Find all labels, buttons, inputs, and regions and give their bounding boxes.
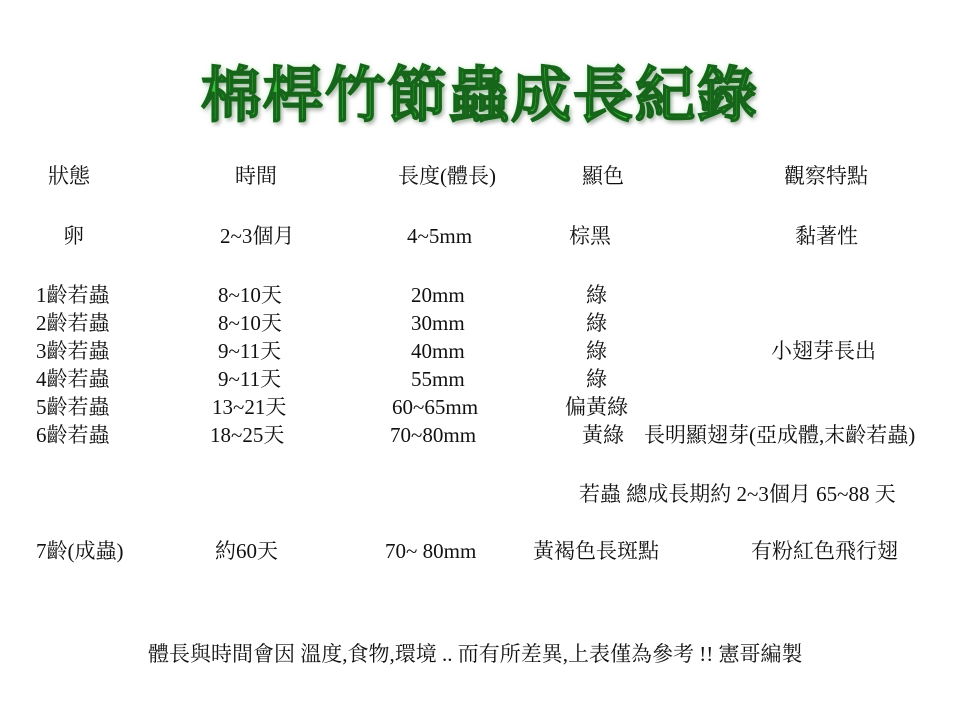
nymph-4-length: 55mm — [411, 367, 465, 391]
nymph-1-time: 8~10天 — [218, 283, 282, 307]
wing-bud-note: 小翅芽長出 — [771, 339, 876, 363]
nymph-3-state: 3齡若蟲 — [36, 339, 110, 363]
adult-state: 7齡(成蟲) — [36, 539, 124, 563]
nymph-5-time: 13~21天 — [212, 395, 287, 419]
header-color: 顯色 — [582, 164, 624, 188]
nymph-4-time: 9~11天 — [218, 367, 282, 391]
header-length: 長度(體長) — [398, 164, 496, 188]
nymph-2-time: 8~10天 — [218, 311, 282, 335]
nymph-2-color: 綠 — [586, 311, 607, 335]
egg-state: 卵 — [63, 224, 84, 248]
nymph-3-length: 40mm — [411, 339, 465, 363]
total-growth-note: 若蟲 總成長期約 2~3個月 65~88 天 — [579, 482, 896, 506]
page-title: 棉桿竹節蟲成長紀錄 — [201, 61, 759, 131]
nymph-6-length: 70~80mm — [390, 423, 477, 447]
nymph-1-color: 綠 — [586, 283, 607, 307]
nymph-6-color: 黃綠 — [582, 423, 624, 447]
nymph-2-state: 2齡若蟲 — [36, 311, 110, 335]
adult-time: 約60天 — [215, 539, 278, 563]
nymph-1-length: 20mm — [411, 283, 465, 307]
nymph-5-color: 偏黃綠 — [565, 395, 628, 419]
nymph-3-time: 9~11天 — [218, 339, 282, 363]
nymph-6-state: 6齡若蟲 — [36, 423, 110, 447]
footer-note: 體長與時間會因 溫度,食物,環境 .. 而有所差異,上表僅為參考 !! 憲哥編製 — [148, 642, 803, 666]
egg-length: 4~5mm — [407, 224, 473, 248]
adult-length: 70~ 80mm — [385, 539, 477, 563]
nymph-5-length: 60~65mm — [392, 395, 479, 419]
header-state: 狀態 — [48, 164, 90, 188]
nymph-4-state: 4齡若蟲 — [36, 367, 110, 391]
nymph-3-color: 綠 — [586, 339, 607, 363]
nymph-1-state: 1齡若蟲 — [36, 283, 110, 307]
nymph-6-time: 18~25天 — [210, 423, 285, 447]
egg-color: 棕黑 — [569, 224, 611, 248]
nymph-2-length: 30mm — [411, 311, 465, 335]
header-time: 時間 — [235, 164, 277, 188]
egg-time: 2~3個月 — [220, 224, 295, 248]
nymph-6-features: 長明顯翅芽(亞成體,末齡若蟲) — [644, 423, 916, 447]
adult-color: 黃褐色長斑點 — [533, 539, 659, 563]
adult-features: 有粉紅色飛行翅 — [751, 539, 898, 563]
egg-features: 黏著性 — [795, 224, 858, 248]
nymph-5-state: 5齡若蟲 — [36, 395, 110, 419]
nymph-4-color: 綠 — [586, 367, 607, 391]
header-features: 觀察特點 — [784, 164, 868, 188]
